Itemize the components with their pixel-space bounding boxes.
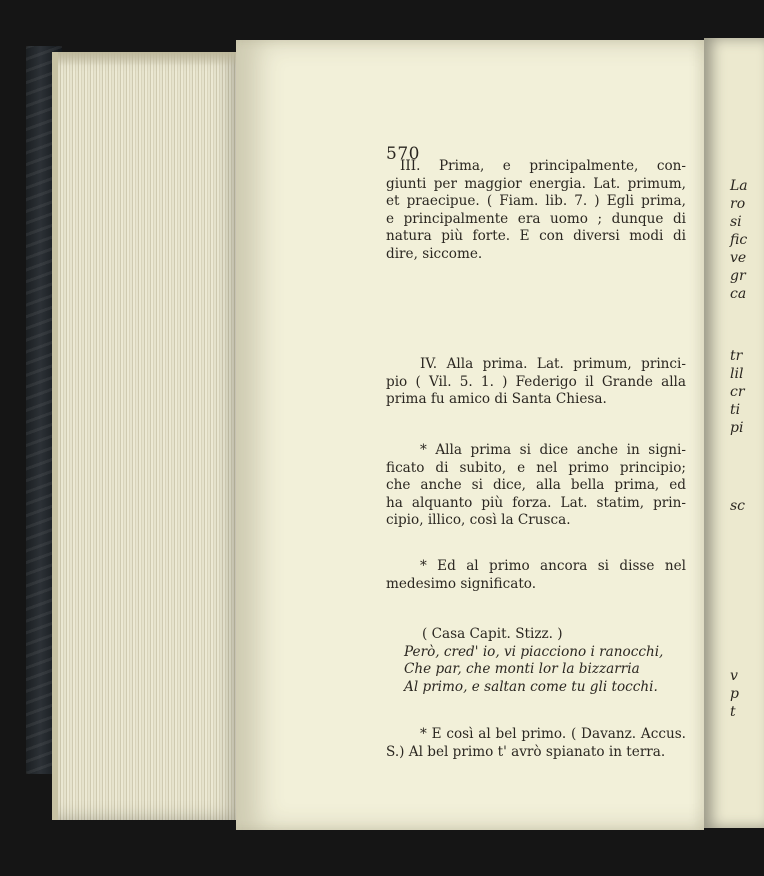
facing-page-fragment: sc — [730, 498, 746, 514]
section-5 — [386, 442, 686, 530]
text-line: giunti per maggior energia. Lat. primum, — [386, 175, 686, 192]
facing-page-edge — [704, 38, 764, 828]
section-6 — [386, 558, 686, 593]
verse-line: Al primo, e saltan come tu gli tocchi. — [404, 678, 658, 695]
facing-page-fragment: v — [730, 668, 738, 684]
text-line: dire, siccome. — [386, 245, 483, 262]
facing-page-fragment: fic — [730, 232, 748, 248]
section-4 — [386, 356, 686, 409]
section-7 — [386, 726, 686, 761]
text-line: S.) Al bel primo t' avrò spianato in terra. — [386, 743, 666, 760]
facing-page-fragment: gr — [730, 268, 746, 284]
text-line: e principalmente era uomo ; dunque di — [386, 210, 686, 227]
text-line: pio ( Vil. 5. 1. ) Federigo il Grande alla — [386, 373, 686, 390]
facing-page-fragment: p — [730, 686, 739, 702]
facing-page-fragment: ve — [730, 250, 747, 266]
text-line: ficato di subito, e nel primo principio; — [386, 459, 686, 476]
facing-page-fragment: lil — [730, 366, 744, 382]
text-line: ha alquanto più forza. Lat. statim, prin- — [386, 494, 686, 511]
text-line: IV. Alla prima. Lat. primum, princi- — [420, 356, 686, 372]
facing-page-fragment: La — [730, 178, 748, 194]
section-3 — [386, 158, 686, 263]
facing-page-fragment: cr — [730, 384, 745, 400]
page-number: 570 — [386, 144, 420, 164]
text-line: medesimo significato. — [386, 575, 537, 592]
book-page — [236, 40, 704, 830]
facing-page-fragment: si — [730, 214, 742, 230]
text-line: prima fu amico di Santa Chiesa. — [386, 391, 607, 407]
verse-quote — [386, 626, 686, 696]
facing-page-fragment: ro — [730, 196, 746, 212]
facing-page-fragment: tr — [730, 348, 743, 364]
facing-page-fragment: ca — [730, 286, 747, 302]
text-line: * Alla prima si dice anche in signi- — [420, 442, 686, 458]
text-line: * E così al bel primo. ( Davanz. Accus. — [420, 726, 686, 742]
text-line: natura più forte. E con diversi modi di — [386, 228, 686, 244]
text-line: III. Prima, e principalmente, con- — [400, 158, 686, 174]
verse-line: Che par, che monti lor la bizzarria — [404, 661, 640, 677]
facing-page-fragment: pi — [730, 420, 744, 436]
text-line: * Ed al primo ancora si disse nel — [420, 558, 686, 574]
text-line: cipio, illico, così la Crusca. — [386, 512, 571, 528]
verse-line: Però, cred' io, vi piacciono i ranocchi, — [404, 643, 664, 660]
page-stack-edges — [52, 52, 244, 820]
text-line: che anche si dice, alla bella prima, ed — [386, 477, 686, 493]
verse-source: ( Casa Capit. Stizz. ) — [422, 626, 563, 642]
facing-page-fragment: ti — [730, 402, 741, 418]
text-line: et praecipue. ( Fiam. lib. 7. ) Egli prima, — [386, 193, 686, 209]
facing-page-fragment: t — [730, 704, 736, 720]
